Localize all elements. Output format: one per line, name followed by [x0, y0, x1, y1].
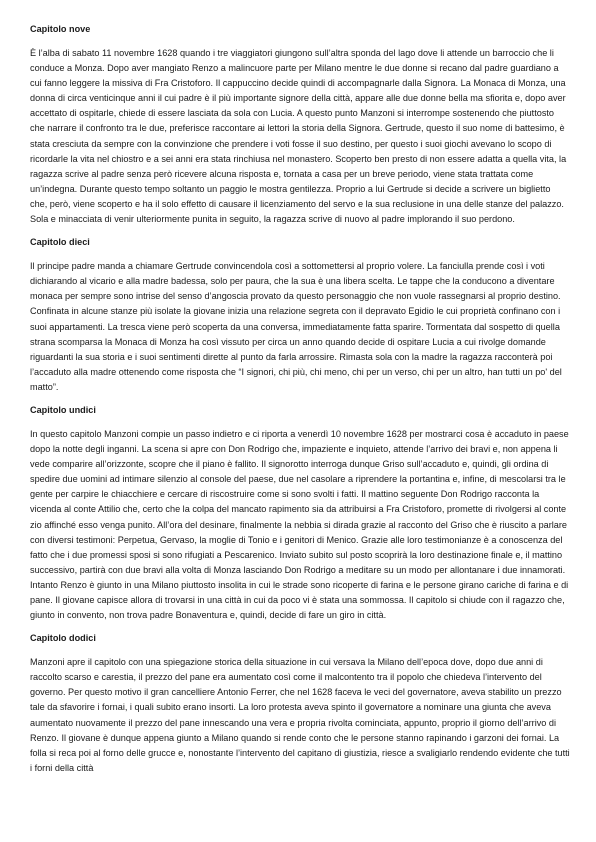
chapter-body-nove: [30, 46, 570, 227]
chapter-body-dieci: [30, 259, 570, 395]
paragraph: Il principe padre manda a chiamare Gertrude convincendola così a sottomettersi al proprio volere. La fanciulla prende così i voti dichiarando al vicario e alla madre badessa, solo per paura, che la sua è una libera scelta. Le tappe che la conducono a diventare monaca per sempre sono intrise del senso d’angoscia provato da questo personaggio che non vuole rassegnarsi al proprio destino. Confinata in alcune stanze più isolate la giovane inizia una relazione segreta con il depravato Egidio le cui proprietà confinano con i suoi appartamenti. La tresca viene però scoperta da una conversa, immediatamente fatta sparire. Tormentata dal sospetto di quella strana scomparsa la Monaca di Monza ha così vissuto per circa un anno quando decide di ospitare Lucia a cui rivolge domande riguardanti la sua storia e i suoi sentimenti dirette al punto da farla arrossire. Rimasta sola con la madre la ragazza racconterà poi l’accaduto alla madre ottenendo come risposta che “I signori, chi più, chi meno, chi per un verso, chi per un altro, han tutti un po' del matto”.: [30, 261, 562, 392]
chapter-body-undici: [30, 427, 570, 623]
paragraph: È l’alba di sabato 11 novembre 1628 quando i tre viaggiatori giungono sull’altra sponda del lago dove li attende un barroccio che li conduce a Monza. Dopo aver mangiato Renzo a malincuore parte per Milano mentre le due donne si recano dal padre guardiano a cui fanno leggere la missiva di Fra Cristoforo. Il cappuccino decide quindi di accompagnarle dalla Signora. La Monaca di Monza, una donna di circa venticinque anni il cui padre è il più importante signore della città, appare alle due donne bella ma sfiorita e, dopo aver accettato di ospitarle, chiede di essere lasciata da sola con Lucia. A questo punto Manzoni si interrompe sostenendo che piuttosto che narrare il confronto tra le due, preferisce raccontare ai lettori la storia della Signora. Gertrude, questo il suo nome di battesimo, è stata cresciuta da sempre con la convinzione che prendere i voti fosse il suo destino, per questo i suoi giochi avevano lo scopo di ricordarle la vita nel chiostro e a sei anni era stata rinchiusa nel monastero. Scoperto ben presto di non essere adatta a quella vita, la ragazza scrive al padre senza però ricevere alcuna risposta e, tornata a casa per un breve periodo, viene stata trattata come un’indegna. Durante questo tempo soltanto un paggio le mostra gentilezza. Proprio a lui Gertrude si decide a scrivere un biglietto che, però, viene scoperto e ha il solo effetto di causare il licenziamento del servo e la sua reclusione in una delle stanze del palazzo. Sola e minacciata di venir ulteriormente punita in seguito, la ragazza scrive di nuovo al padre implorando il suo perdono.: [30, 48, 567, 225]
chapter-heading-nove: Capitolo nove: [30, 24, 91, 34]
chapter-heading-dieci: Capitolo dieci: [30, 237, 90, 248]
paragraph: Manzoni apre il capitolo con una spiegazione storica della situazione in cui versava la Milano dell’epoca dove, dopo due anni di raccolto scarso e carestia, il prezzo del pane era aumentato così come il malcontento tra il popolo che chiedeva l’intervento del governo. Per questo motivo il gran cancelliere Antonio Ferrer, che nel 1628 faceva le veci del governatore, aveva stabilito un prezzo tale da sfavorire i fornai, i quali subito erano insorti. La loro protesta aveva spinto il governatore a nominare una giunta che aveva aumentato nuovamente il prezzo del pane innescando una vera e propria rivolta cominciata, appunto, proprio il giorno dell’arrivo di Renzo. Il giovane è dunque appena giunto a Milano quando si rende conto che le persone stanno rapinando i garzoni dei fornai. La folla si reca poi al forno delle grucce e, nonostante l’intervento del capitano di giustizia, riesce a svaligiarlo rendendo evidente che tutti i forni della città: [30, 657, 570, 773]
paragraph: In questo capitolo Manzoni compie un passo indietro e ci riporta a venerdì 10 novembre 1628 per mostrarci cosa è accaduto in paese dopo la notte degli inganni. La scena si apre con Don Rodrigo che, impaziente e inquieto, attende l’arrivo dei bravi e, non appena li vede comparire all’orizzonte, scopre che il piano è fallito. Il signorotto interroga dunque Griso sull’accaduto e, quindi, gli ordina di spedire due uomini ad intimare silenzio al console del paese, due nel casolare a riprendere la portantina e, infine, di mescolarsi tra le gente per carpire le chiacchiere e cercare di riscostruire come si sono svolti i fatti. Il mattino seguente Don Rodrigo racconta la vicenda al conte Attilio che, certo che la colpa del mancato rapimento sia da attribuirsi a Fra Cristoforo, promette di rivolgersi al conte zio affinché esso venga punito. All’ora del desinare, finalmente la nebbia si dirada grazie al racconto del Griso che è riuscito a parlare con diversi testimoni: Perpetua, Gervaso, la moglie di Tonio e i genitori di Menico. Grazie alle loro testimonianze è a conoscenza del fatto che i due promessi sposi si sono rifugiati a Pescarenico. Inviato subito sul posto scoprirà la loro destinazione finale e, il mattino successivo, partirà con due bravi alla volta di Monza lasciando Don Rodrigo a meditare su un modo per allontanare i due innamorati. Intanto Renzo è giunto in una Milano piuttosto insolita in cui le strade sono ricoperte di farina e le persone girano cariche di farina e di pane. Il giovane capisce allora di trovarsi in una città in cui da poco vi è stata una sommossa. Il capitolo si chiude con il ragazzo che, giunto in convento, non trova padre Bonaventura e, quindi, decide di fare un giro in città.: [30, 428, 569, 621]
document-page: [30, 22, 570, 784]
chapter-body-dodici: [30, 655, 570, 776]
chapter-heading-undici: Capitolo undici: [30, 404, 96, 415]
chapter-heading-dodici: Capitolo dodici: [30, 633, 96, 644]
